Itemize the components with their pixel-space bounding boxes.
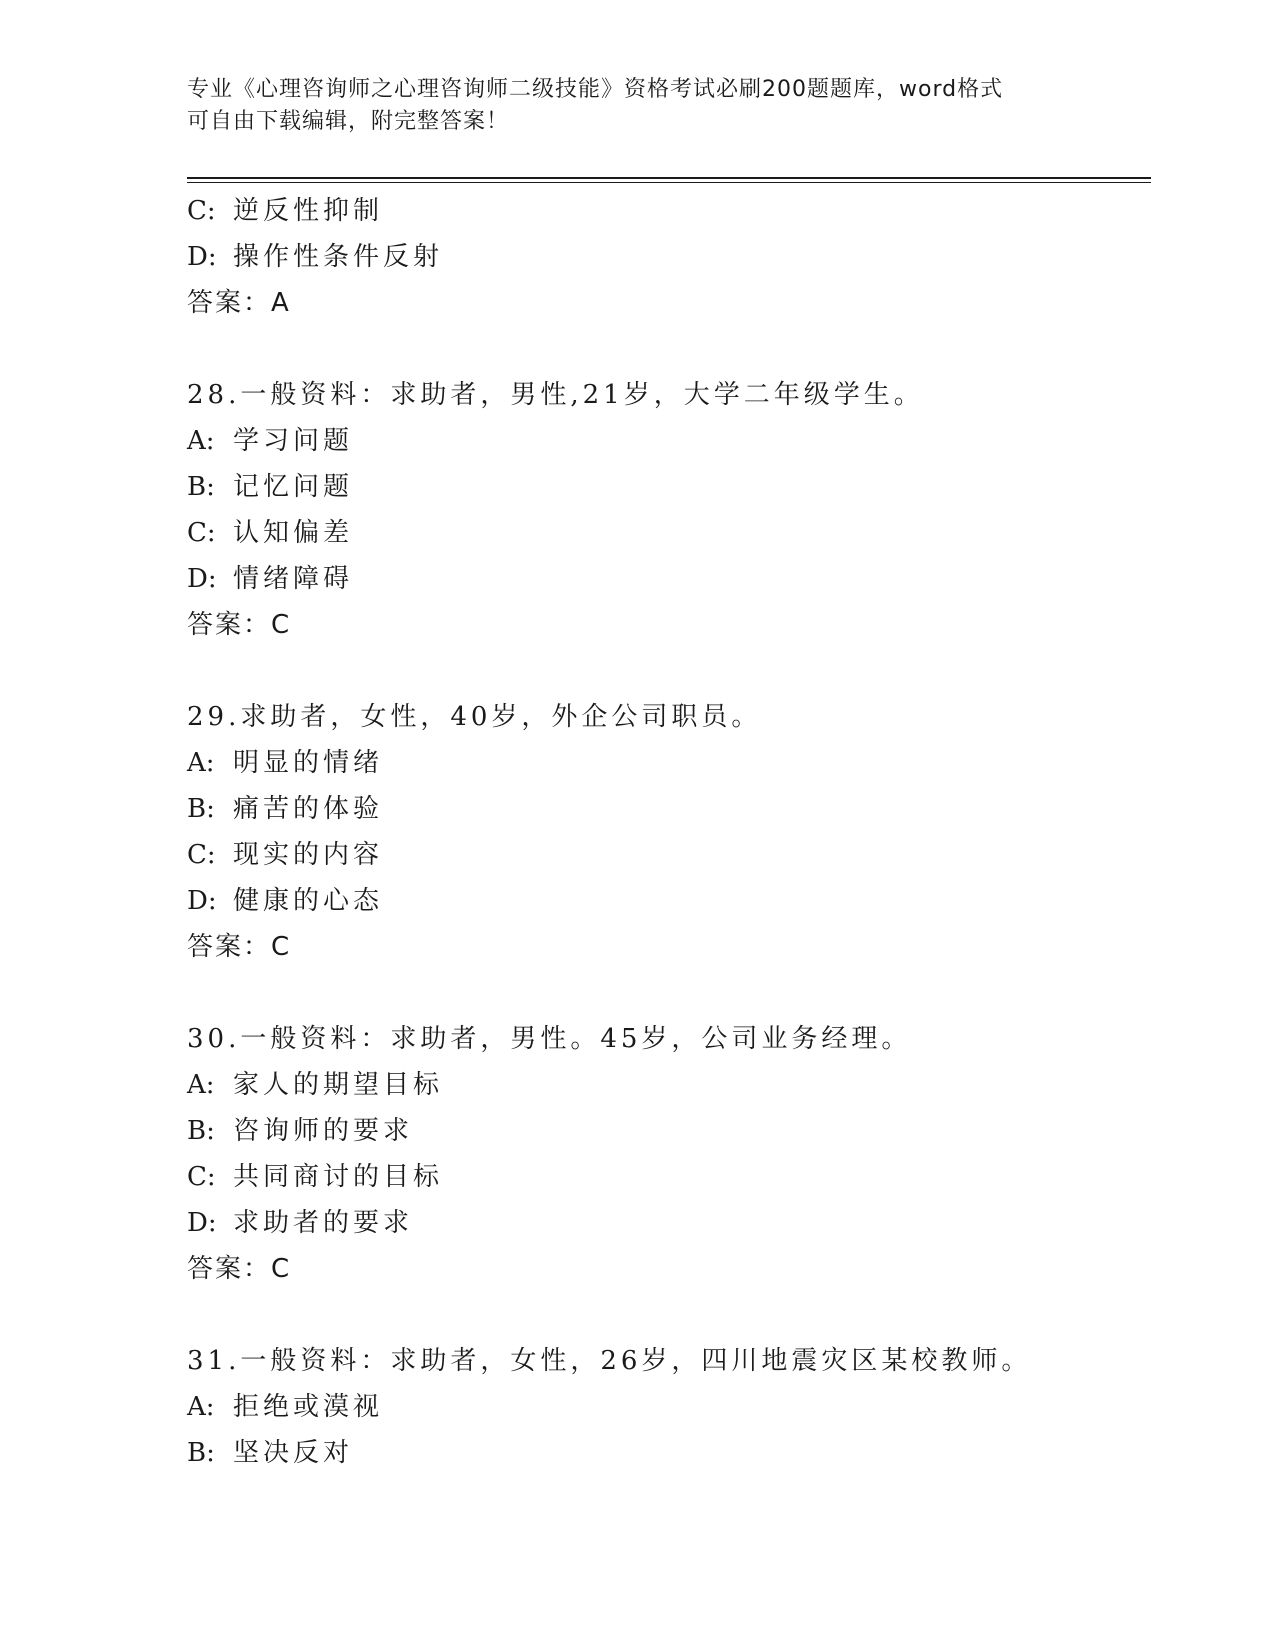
option-line xyxy=(187,1062,1147,1108)
option-line xyxy=(187,878,1147,924)
answer-line: 答案：C xyxy=(187,610,292,640)
option-line xyxy=(187,234,1147,280)
option-line xyxy=(187,740,1147,786)
option-text: 记忆问题 xyxy=(233,472,354,502)
option-line xyxy=(187,1108,1147,1154)
option-line xyxy=(187,786,1147,832)
option-line xyxy=(187,1430,1147,1476)
header-rule-thin xyxy=(187,182,1151,183)
option-text: 现实的内容 xyxy=(233,840,384,870)
header-line-1: 专业《心理咨询师之心理咨询师二级技能》资格考试必刷200题题库，word格式 xyxy=(187,77,1004,102)
document-header xyxy=(187,74,1067,138)
question-list xyxy=(187,188,1147,1476)
option-key: C: xyxy=(187,518,216,548)
question-stem: 30.一般资料：求助者，男性。45岁，公司业务经理。 xyxy=(187,1024,912,1054)
option-text: 拒绝或漠视 xyxy=(233,1392,384,1422)
option-line xyxy=(187,1384,1147,1430)
option-text: 操作性条件反射 xyxy=(233,242,444,272)
option-text: 明显的情绪 xyxy=(233,748,384,778)
option-text: 学习问题 xyxy=(233,426,354,456)
option-key: C: xyxy=(187,196,216,226)
option-key: A: xyxy=(187,1392,215,1422)
option-line xyxy=(187,1200,1147,1246)
option-key: B: xyxy=(187,1116,215,1146)
option-key: A: xyxy=(187,1070,215,1100)
question-stem: 28.一般资料：求助者，男性,21岁，大学二年级学生。 xyxy=(187,380,924,410)
answer-line: 答案：A xyxy=(187,288,291,318)
option-text: 家人的期望目标 xyxy=(233,1070,444,1100)
option-key: A: xyxy=(187,426,215,456)
option-text: 求助者的要求 xyxy=(233,1208,414,1238)
option-text: 情绪障碍 xyxy=(233,564,354,594)
answer-line: 答案：C xyxy=(187,1254,292,1284)
option-line xyxy=(187,188,1147,234)
option-key: B: xyxy=(187,472,215,502)
option-key: D: xyxy=(187,1208,217,1238)
option-text: 坚决反对 xyxy=(233,1438,354,1468)
option-key: D: xyxy=(187,886,217,916)
option-text: 痛苦的体验 xyxy=(233,794,384,824)
question-stem: 31.一般资料：求助者，女性，26岁，四川地震灾区某校教师。 xyxy=(187,1346,1032,1376)
option-line xyxy=(187,832,1147,878)
question-stem: 29.求助者，女性，40岁，外企公司职员。 xyxy=(187,702,762,732)
option-text: 咨询师的要求 xyxy=(233,1116,414,1146)
option-key: C: xyxy=(187,1162,216,1192)
option-line xyxy=(187,418,1147,464)
option-line xyxy=(187,556,1147,602)
option-key: C: xyxy=(187,840,216,870)
option-key: A: xyxy=(187,748,215,778)
option-line xyxy=(187,510,1147,556)
option-text: 逆反性抑制 xyxy=(233,196,384,226)
option-key: D: xyxy=(187,242,217,272)
option-key: D: xyxy=(187,564,217,594)
option-key: B: xyxy=(187,1438,215,1468)
answer-line: 答案：C xyxy=(187,932,292,962)
header-rule-thick xyxy=(187,177,1151,179)
option-text: 健康的心态 xyxy=(233,886,384,916)
option-line xyxy=(187,1154,1147,1200)
option-text: 共同商讨的目标 xyxy=(233,1162,444,1192)
header-line-2: 可自由下载编辑，附完整答案！ xyxy=(187,109,510,134)
option-text: 认知偏差 xyxy=(233,518,354,548)
option-line xyxy=(187,464,1147,510)
option-key: B: xyxy=(187,794,215,824)
